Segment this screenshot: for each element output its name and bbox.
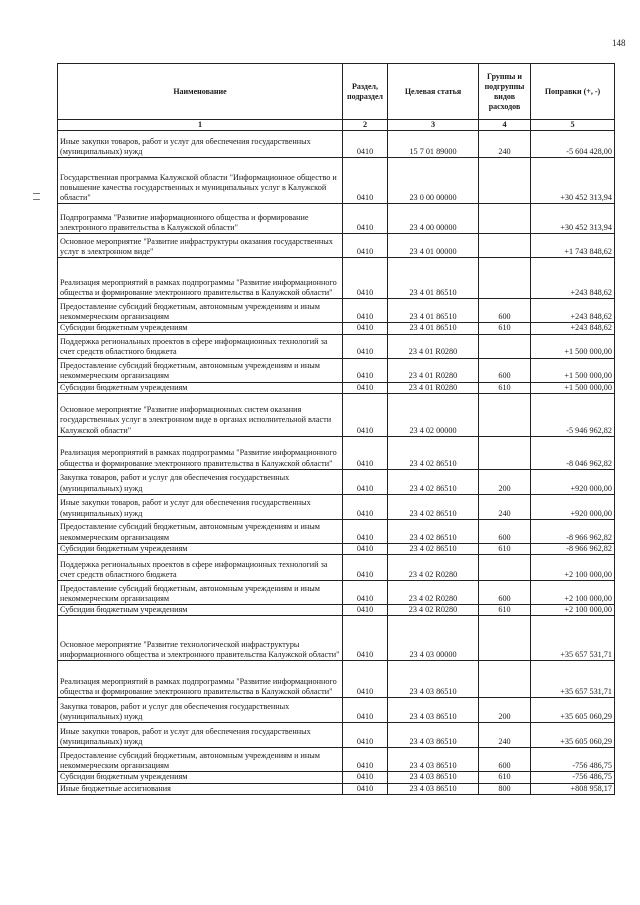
row-amount: -8 966 962,82 bbox=[531, 543, 615, 554]
table-row bbox=[58, 519, 615, 543]
row-target: 23 4 03 86510 bbox=[388, 772, 479, 783]
row-target: 23 4 03 86510 bbox=[388, 661, 479, 698]
column-number: 2 bbox=[343, 120, 388, 131]
table-row bbox=[58, 494, 615, 519]
row-section: 0410 bbox=[343, 748, 388, 772]
row-group bbox=[479, 616, 531, 661]
row-name: Иные бюджетные ассигнования bbox=[58, 783, 343, 794]
row-section: 0410 bbox=[343, 698, 388, 723]
row-target: 23 4 03 86510 bbox=[388, 783, 479, 794]
table-row bbox=[58, 698, 615, 723]
table-row bbox=[58, 748, 615, 772]
column-number: 3 bbox=[388, 120, 479, 131]
row-target: 23 4 00 00000 bbox=[388, 204, 479, 234]
table-row bbox=[58, 358, 615, 382]
row-name: Субсидии бюджетным учреждениям bbox=[58, 605, 343, 616]
row-amount: -756 486,75 bbox=[531, 772, 615, 783]
table-row bbox=[58, 555, 615, 581]
row-group: 600 bbox=[479, 299, 531, 323]
row-group: 600 bbox=[479, 358, 531, 382]
row-amount: +808 958,17 bbox=[531, 783, 615, 794]
row-section: 0410 bbox=[343, 204, 388, 234]
table-row bbox=[58, 258, 615, 299]
row-group bbox=[479, 393, 531, 436]
row-name: Иные закупки товаров, работ и услуг для обеспечения государственных (муниципальных) нужд bbox=[58, 723, 343, 748]
row-section: 0410 bbox=[343, 436, 388, 469]
row-target: 23 4 02 00000 bbox=[388, 393, 479, 436]
row-section: 0410 bbox=[343, 469, 388, 494]
row-group bbox=[479, 204, 531, 234]
row-target: 15 7 01 89000 bbox=[388, 131, 479, 158]
row-section: 0410 bbox=[343, 543, 388, 554]
header-row bbox=[58, 64, 615, 120]
header-section: Раздел, подраздел bbox=[343, 64, 388, 120]
row-target: 23 4 02 86510 bbox=[388, 543, 479, 554]
row-amount: +243 848,62 bbox=[531, 258, 615, 299]
row-section: 0410 bbox=[343, 358, 388, 382]
row-amount: +2 100 000,00 bbox=[531, 555, 615, 581]
row-section: 0410 bbox=[343, 494, 388, 519]
row-group bbox=[479, 555, 531, 581]
row-section: 0410 bbox=[343, 258, 388, 299]
table-row bbox=[58, 382, 615, 393]
table-row bbox=[58, 234, 615, 258]
row-group: 200 bbox=[479, 469, 531, 494]
row-amount: +35 657 531,71 bbox=[531, 661, 615, 698]
row-amount: +30 452 313,94 bbox=[531, 204, 615, 234]
row-target: 23 4 03 86510 bbox=[388, 698, 479, 723]
table-row bbox=[58, 436, 615, 469]
row-section: 0410 bbox=[343, 234, 388, 258]
row-section: 0410 bbox=[343, 334, 388, 358]
row-section: 0410 bbox=[343, 772, 388, 783]
row-group: 600 bbox=[479, 748, 531, 772]
row-amount: +1 500 000,00 bbox=[531, 382, 615, 393]
row-group bbox=[479, 661, 531, 698]
row-amount: +243 848,62 bbox=[531, 299, 615, 323]
column-number: 4 bbox=[479, 120, 531, 131]
row-name: Субсидии бюджетным учреждениям bbox=[58, 382, 343, 393]
row-target: 23 4 03 00000 bbox=[388, 616, 479, 661]
table-row bbox=[58, 723, 615, 748]
budget-table bbox=[57, 63, 615, 795]
header-name: Наименование bbox=[58, 64, 343, 120]
table-row bbox=[58, 393, 615, 436]
row-amount: +35 657 531,71 bbox=[531, 616, 615, 661]
table-row bbox=[58, 323, 615, 334]
row-group bbox=[479, 436, 531, 469]
row-target: 23 4 03 86510 bbox=[388, 748, 479, 772]
row-target: 23 4 01 R0280 bbox=[388, 358, 479, 382]
row-target: 23 4 02 86510 bbox=[388, 519, 479, 543]
row-group: 240 bbox=[479, 131, 531, 158]
header-target: Целевая статья bbox=[388, 64, 479, 120]
row-section: 0410 bbox=[343, 323, 388, 334]
row-target: 23 4 01 00000 bbox=[388, 234, 479, 258]
row-group bbox=[479, 258, 531, 299]
row-target: 23 4 02 R0280 bbox=[388, 605, 479, 616]
row-amount: +30 452 313,94 bbox=[531, 158, 615, 204]
row-amount: +1 500 000,00 bbox=[531, 334, 615, 358]
table-row bbox=[58, 783, 615, 794]
row-name: Поддержка региональных проектов в сфере информационных технологий за счет средств областного бюджета bbox=[58, 555, 343, 581]
table-row bbox=[58, 334, 615, 358]
row-group bbox=[479, 334, 531, 358]
row-target: 23 4 01 86510 bbox=[388, 299, 479, 323]
table-row bbox=[58, 131, 615, 158]
row-amount: +2 100 000,00 bbox=[531, 581, 615, 605]
row-group: 240 bbox=[479, 723, 531, 748]
row-name: Субсидии бюджетным учреждениям bbox=[58, 543, 343, 554]
row-amount: -5 604 428,00 bbox=[531, 131, 615, 158]
row-name: Предоставление субсидий бюджетным, автономным учреждениям и иным некоммерческим организациям bbox=[58, 358, 343, 382]
row-group: 800 bbox=[479, 783, 531, 794]
row-group: 610 bbox=[479, 382, 531, 393]
row-name: Предоставление субсидий бюджетным, автономным учреждениям и иным некоммерческим организациям bbox=[58, 748, 343, 772]
row-group: 200 bbox=[479, 698, 531, 723]
table-row bbox=[58, 543, 615, 554]
row-name: Основное мероприятие "Развитие инфраструктуры оказания государственных услуг в электронном виде" bbox=[58, 234, 343, 258]
row-name: Основное мероприятие "Развитие информационных систем оказания государственных услуг в электронном виде в органах исполнительной власти Калужской области" bbox=[58, 393, 343, 436]
row-amount: +1 500 000,00 bbox=[531, 358, 615, 382]
table-row bbox=[58, 605, 615, 616]
row-group: 610 bbox=[479, 772, 531, 783]
row-name: Основное мероприятие "Развитие технологической инфраструктуры информационного общества и электронного правительства Калужской области" bbox=[58, 616, 343, 661]
row-group: 600 bbox=[479, 519, 531, 543]
table-row bbox=[58, 469, 615, 494]
table-row bbox=[58, 772, 615, 783]
row-group: 610 bbox=[479, 323, 531, 334]
column-number-row bbox=[58, 120, 615, 131]
table-body bbox=[58, 131, 615, 795]
row-name: Реализация мероприятий в рамках подпрограммы "Развитие информационного общества и формирование электронного правительства в Калужской области" bbox=[58, 661, 343, 698]
row-section: 0410 bbox=[343, 299, 388, 323]
row-target: 23 4 02 R0280 bbox=[388, 581, 479, 605]
row-section: 0410 bbox=[343, 131, 388, 158]
header-amount: Поправки (+, -) bbox=[531, 64, 615, 120]
row-name: Предоставление субсидий бюджетным, автономным учреждениям и иным некоммерческим организациям bbox=[58, 299, 343, 323]
row-amount: -8 046 962,82 bbox=[531, 436, 615, 469]
row-group: 240 bbox=[479, 494, 531, 519]
row-target: 23 0 00 00000 bbox=[388, 158, 479, 204]
row-amount: -756 486,75 bbox=[531, 748, 615, 772]
table-row bbox=[58, 581, 615, 605]
row-amount: +920 000,00 bbox=[531, 469, 615, 494]
margin-mark bbox=[33, 199, 40, 200]
row-amount: -5 946 962,82 bbox=[531, 393, 615, 436]
column-number: 1 bbox=[58, 120, 343, 131]
row-target: 23 4 02 86510 bbox=[388, 436, 479, 469]
row-amount: -8 966 962,82 bbox=[531, 519, 615, 543]
row-target: 23 4 02 86510 bbox=[388, 469, 479, 494]
row-section: 0410 bbox=[343, 616, 388, 661]
row-group bbox=[479, 234, 531, 258]
row-group: 600 bbox=[479, 581, 531, 605]
row-amount: +1 743 848,62 bbox=[531, 234, 615, 258]
row-group: 610 bbox=[479, 543, 531, 554]
row-amount: +35 605 060,29 bbox=[531, 698, 615, 723]
row-amount: +35 605 060,29 bbox=[531, 723, 615, 748]
row-section: 0410 bbox=[343, 661, 388, 698]
table-row bbox=[58, 661, 615, 698]
row-section: 0410 bbox=[343, 158, 388, 204]
margin-mark bbox=[33, 193, 40, 194]
row-name: Государственная программа Калужской области "Информационное общество и повышение качества государственных и муниципальных услуг в Калужской области" bbox=[58, 158, 343, 204]
row-name: Субсидии бюджетным учреждениям bbox=[58, 772, 343, 783]
row-amount: +243 848,62 bbox=[531, 323, 615, 334]
row-target: 23 4 01 R0280 bbox=[388, 382, 479, 393]
row-name: Реализация мероприятий в рамках подпрограммы "Развитие информационного общества и формирование электронного правительства в Калужской области" bbox=[58, 258, 343, 299]
row-group: 610 bbox=[479, 605, 531, 616]
row-name: Подпрограмма "Развитие информационного общества и формирование электронного правительства в Калужской области" bbox=[58, 204, 343, 234]
row-name: Реализация мероприятий в рамках подпрограммы "Развитие информационного общества и формирование электронного правительства в Калужской области" bbox=[58, 436, 343, 469]
row-name: Иные закупки товаров, работ и услуг для обеспечения государственных (муниципальных) нужд bbox=[58, 131, 343, 158]
row-name: Закупка товаров, работ и услуг для обеспечения государственных (муниципальных) нужд bbox=[58, 469, 343, 494]
row-name: Предоставление субсидий бюджетным, автономным учреждениям и иным некоммерческим организациям bbox=[58, 519, 343, 543]
row-name: Закупка товаров, работ и услуг для обеспечения государственных (муниципальных) нужд bbox=[58, 698, 343, 723]
row-name: Поддержка региональных проектов в сфере информационных технологий за счет средств областного бюджета bbox=[58, 334, 343, 358]
row-section: 0410 bbox=[343, 783, 388, 794]
row-target: 23 4 01 86510 bbox=[388, 258, 479, 299]
row-name: Субсидии бюджетным учреждениям bbox=[58, 323, 343, 334]
row-group bbox=[479, 158, 531, 204]
row-section: 0410 bbox=[343, 382, 388, 393]
row-target: 23 4 02 86510 bbox=[388, 494, 479, 519]
row-section: 0410 bbox=[343, 581, 388, 605]
row-name: Иные закупки товаров, работ и услуг для обеспечения государственных (муниципальных) нужд bbox=[58, 494, 343, 519]
table-row bbox=[58, 299, 615, 323]
page-number: 148 bbox=[612, 38, 626, 48]
row-section: 0410 bbox=[343, 393, 388, 436]
header-group: Группы и подгруппы видов расходов bbox=[479, 64, 531, 120]
table-row bbox=[58, 158, 615, 204]
row-target: 23 4 01 86510 bbox=[388, 323, 479, 334]
table-row bbox=[58, 204, 615, 234]
row-amount: +2 100 000,00 bbox=[531, 605, 615, 616]
row-target: 23 4 02 R0280 bbox=[388, 555, 479, 581]
row-section: 0410 bbox=[343, 555, 388, 581]
column-number: 5 bbox=[531, 120, 615, 131]
row-amount: +920 000,00 bbox=[531, 494, 615, 519]
row-name: Предоставление субсидий бюджетным, автономным учреждениям и иным некоммерческим организациям bbox=[58, 581, 343, 605]
row-target: 23 4 03 86510 bbox=[388, 723, 479, 748]
row-target: 23 4 01 R0280 bbox=[388, 334, 479, 358]
row-section: 0410 bbox=[343, 723, 388, 748]
row-section: 0410 bbox=[343, 519, 388, 543]
row-section: 0410 bbox=[343, 605, 388, 616]
table-row bbox=[58, 616, 615, 661]
